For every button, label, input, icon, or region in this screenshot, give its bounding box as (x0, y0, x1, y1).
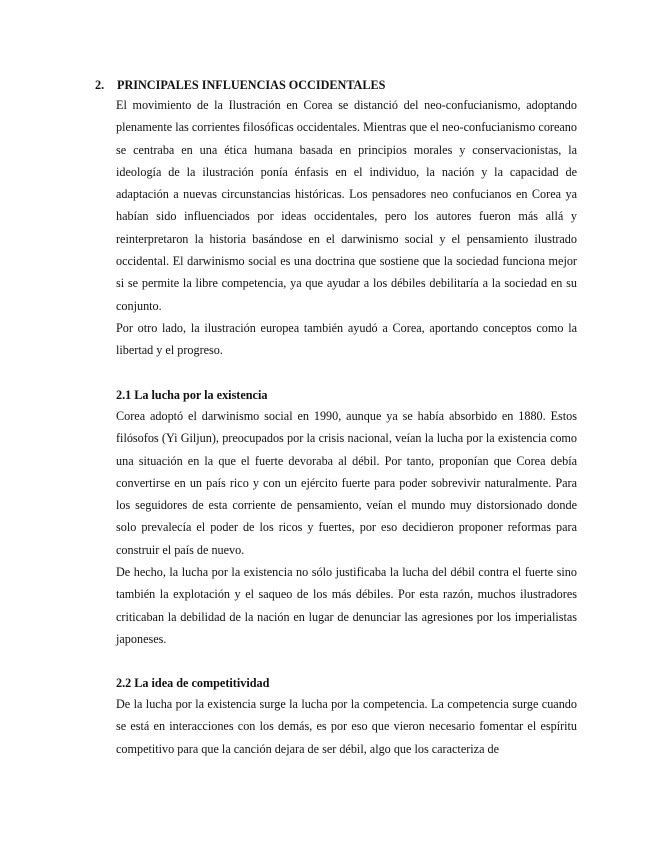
section-paragraph-1: El movimiento de la Ilustración en Corea se distanció del neo-confucianismo, adoptando plenamente las corrientes filosóficas occidentales. Mientras que el neo-confucianismo coreano se centraba en una ética humana basada en principios morales y conservacionistas, la ideología de la ilustración ponía énfasis en el individuo, la nación y la capacidad de adaptación a nuevas circunstancias históricas. Los pensadores neo confucianos en Corea ya habían sido influenciados por ideas occidentales, pero los autores fueron más allá y reinterpretaron la historia basándose en el darwinismo social y el pensamiento ilustrado occidental. El darwinismo social es una doctrina que sostiene que la sociedad funciona mejor si se permite la libre competencia, ya que ayudar a los débiles debilitaría a la sociedad en su conjunto. (116, 98, 577, 313)
subsection-2-heading: 2.2 La idea de competitividad (116, 676, 270, 690)
subsection-2-paragraph-1: De la lucha por la existencia surge la lucha por la competencia. La competencia surge cuando se está en interacciones con los demás, es por eso que vieron necesario fomentar el espíritu competitivo para que la canción dejara de ser débil, algo que los caracteriza de (116, 697, 577, 756)
section-title: PRINCIPALES INFLUENCIAS OCCIDENTALES (117, 78, 386, 92)
section-heading (95, 76, 385, 94)
subsection-1-paragraph-2: De hecho, la lucha por la existencia no sólo justificaba la lucha del débil contra el fuerte sino también la explotación y el saqueo de los más débiles. Por esta razón, muchos ilustradores criticaban la debilidad de la nación en lugar de denunciar las agresiones por los imperialistas japoneses. (116, 565, 577, 646)
section-paragraph-2: Por otro lado, la ilustración europea también ayudó a Corea, aportando conceptos como la libertad y el progreso. (116, 321, 577, 358)
subsection-1-heading: 2.1 La lucha por la existencia (116, 388, 268, 402)
subsection-1-paragraph-1: Corea adoptó el darwinismo social en 1990, aunque ya se había absorbido en 1880. Estos filósofos (Yi Giljun), preocupados por la crisis nacional, veían la lucha por la existencia como una situación en la que el fuerte devoraba al débil. Por tanto, proponían que Corea debía convertirse en un país rico y con un ejército fuerte para poder sobrevivir naturalmente. Para los seguidores de esta corriente de pensamiento, veían el mundo muy distorsionado donde solo prevalecía el poder de los ricos y fuertes, por eso decidieron proponer reformas para construir el país de nuevo. (116, 409, 577, 557)
section-number: 2. (95, 78, 105, 92)
